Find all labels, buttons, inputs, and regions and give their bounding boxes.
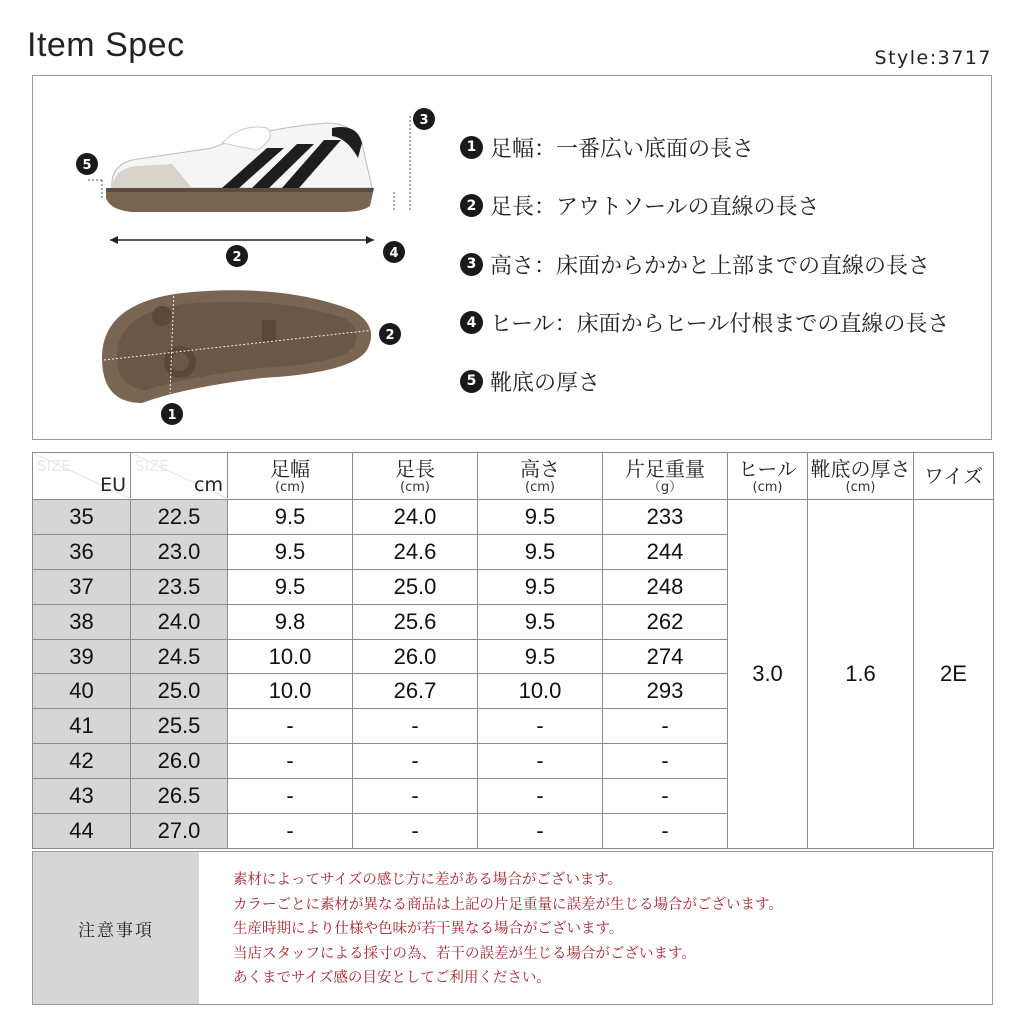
table-cell: - [478, 779, 603, 814]
table-cell: 42 [33, 744, 131, 779]
header-size-cm: SIZE cm [131, 453, 228, 500]
table-cell: 9.5 [228, 569, 353, 604]
table-cell: 27.0 [131, 814, 228, 849]
table-row [33, 500, 994, 535]
header-weight: 片足重量 （g） [603, 453, 728, 500]
table-cell: 26.5 [131, 779, 228, 814]
table-cell: 38 [33, 604, 131, 639]
table-cell: 10.0 [228, 674, 353, 709]
shoe-side-view [88, 116, 410, 244]
svg-text:2: 2 [232, 250, 242, 265]
table-cell: 10.0 [478, 674, 603, 709]
marker-2-side [226, 245, 248, 267]
legend-item-foot-length: 2 足長：アウトソールの直線の長さ [460, 177, 990, 236]
heel-value: 3.0 [728, 500, 808, 849]
note-line: 素材によってサイズの感じ方に差がある場合がございます。 [233, 872, 623, 888]
style-number: Style:3717 [874, 47, 992, 69]
size-table [32, 452, 994, 849]
table-cell: 248 [603, 569, 728, 604]
sole-thickness-value: 1.6 [808, 500, 914, 849]
note-line: 当店スタッフによる採寸の為、若干の誤差が生じる場合がございます。 [233, 945, 696, 962]
table-cell: 25.0 [131, 674, 228, 709]
table-cell: 233 [603, 500, 728, 535]
svg-text:2: 2 [385, 328, 395, 343]
marker-2-sole [379, 323, 401, 345]
table-cell: - [603, 779, 728, 814]
page-title: Item Spec [27, 26, 185, 64]
table-cell: 274 [603, 639, 728, 674]
table-cell: - [353, 744, 478, 779]
table-cell: 25.6 [353, 604, 478, 639]
legend-item-heel: 4 ヒール：床面からヒール付根までの直線の長さ [460, 294, 990, 353]
note-line: 生産時期により仕様や色味が若干異なる場合がございます。 [233, 921, 624, 938]
table-cell: 37 [33, 569, 131, 604]
marker-4 [383, 241, 405, 263]
table-cell: 35 [33, 500, 131, 535]
legend-item-height: 3 高さ：床面からかかと上部までの直線の長さ [460, 235, 990, 294]
table-cell: 9.5 [228, 534, 353, 569]
legend-item-foot-width: 1 足幅：一番広い底面の長さ [460, 118, 990, 177]
table-cell: 36 [33, 534, 131, 569]
header-height: 高さ (cm) [478, 453, 603, 500]
header-foot-length: 足長 (cm) [353, 453, 478, 500]
table-cell: 24.5 [131, 639, 228, 674]
wise-value: 2E [914, 500, 994, 849]
table-cell: - [228, 709, 353, 744]
table-cell: 25.0 [353, 569, 478, 604]
header-heel: ヒール (cm) [728, 453, 808, 500]
table-cell: - [353, 779, 478, 814]
table-cell: 244 [603, 534, 728, 569]
table-cell: 9.8 [228, 604, 353, 639]
header-foot-width: 足幅 (cm) [228, 453, 353, 500]
table-cell: 26.0 [353, 639, 478, 674]
table-cell: 24.6 [353, 534, 478, 569]
table-cell: 39 [33, 639, 131, 674]
shoe-sole-view [102, 288, 374, 403]
table-cell: 9.5 [478, 569, 603, 604]
note-line: あくまでサイズ感の目安としてご利用ください。 [233, 970, 551, 987]
notes-box [32, 851, 993, 1005]
marker-3 [413, 108, 435, 130]
svg-text:1: 1 [167, 408, 177, 423]
header-size-eu: SIZE EU [33, 453, 131, 500]
svg-text:3: 3 [419, 113, 429, 128]
shoe-measurement-figure [62, 88, 429, 433]
table-cell: 9.5 [478, 639, 603, 674]
table-cell: - [228, 814, 353, 849]
header-wise: ワイズ [914, 453, 994, 500]
note-line: カラーごとに素材が異なる商品は上記の片足重量に誤差が生じる場合がございます。 [233, 896, 783, 913]
table-cell: 9.5 [228, 500, 353, 535]
table-cell: - [478, 744, 603, 779]
table-cell: - [603, 814, 728, 849]
table-cell: 26.7 [353, 674, 478, 709]
table-cell: 262 [603, 604, 728, 639]
table-cell: - [603, 744, 728, 779]
notes-heading: 注意事項 [33, 852, 199, 1004]
table-cell: 23.5 [131, 569, 228, 604]
marker-5 [76, 153, 98, 175]
measurement-legend [460, 118, 990, 411]
table-cell: 293 [603, 674, 728, 709]
table-cell: - [353, 814, 478, 849]
table-cell: - [228, 779, 353, 814]
table-cell: 24.0 [353, 500, 478, 535]
table-cell: 24.0 [131, 604, 228, 639]
table-cell: 9.5 [478, 500, 603, 535]
marker-1 [161, 403, 183, 425]
table-cell: 23.0 [131, 534, 228, 569]
table-cell: 9.5 [478, 534, 603, 569]
table-cell: 44 [33, 814, 131, 849]
header-sole-thickness: 靴底の厚さ (cm) [808, 453, 914, 500]
table-cell: 10.0 [228, 639, 353, 674]
table-cell: 41 [33, 709, 131, 744]
table-cell: 9.5 [478, 604, 603, 639]
table-cell: 43 [33, 779, 131, 814]
legend-item-sole-thickness: 5 靴底の厚さ [460, 352, 990, 411]
table-cell: 25.5 [131, 709, 228, 744]
table-cell: - [228, 744, 353, 779]
table-cell: - [353, 709, 478, 744]
table-cell: - [478, 814, 603, 849]
table-cell: 22.5 [131, 500, 228, 535]
table-cell: - [603, 709, 728, 744]
table-cell: 26.0 [131, 744, 228, 779]
table-cell: - [478, 709, 603, 744]
svg-text:4: 4 [389, 246, 399, 261]
svg-text:5: 5 [82, 158, 92, 173]
table-cell: 40 [33, 674, 131, 709]
notes-list [233, 868, 783, 991]
